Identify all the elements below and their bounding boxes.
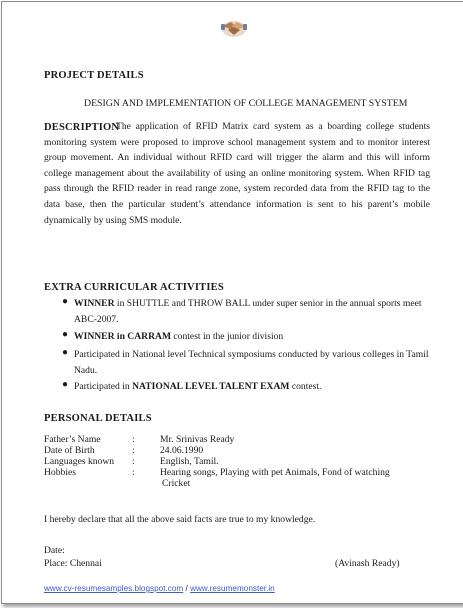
item-text: Participated in National level Technical symposiums conducted by various colleges in Tamil Nadu. [74, 349, 429, 376]
project-title: DESIGN AND IMPLEMENTATION OF COLLEGE MANAGEMENT SYSTEM [84, 98, 408, 109]
footer-link-cv-resumesamples[interactable]: www.cv-resumesamples.blogspot.com [44, 584, 184, 593]
detail-value-cont: Cricket [162, 478, 191, 489]
bullet-icon: ● [62, 296, 69, 307]
bullet-icon: ● [62, 347, 69, 358]
detail-label: Date of Birth [44, 445, 95, 456]
date-label: Date: [44, 545, 65, 556]
bullet-icon: ● [62, 329, 69, 340]
resume-page [1, 1, 463, 604]
description-heading: DESCRIPTION [44, 122, 120, 133]
item-bold-text: WINNER in CARRAM [74, 331, 172, 342]
project-details-heading: PROJECT DETAILS [44, 70, 144, 81]
footer-separator: / [183, 584, 191, 593]
personal-details-heading: PERSONAL DETAILS [44, 413, 152, 424]
handshake-logo-icon [220, 16, 248, 40]
place-label: Place: Chennai [44, 558, 102, 569]
item-bold-text: NATIONAL LEVEL TALENT EXAM [132, 381, 290, 392]
detail-separator: : [132, 456, 135, 467]
item-text: contest. [289, 381, 322, 392]
bullet-icon: ● [62, 379, 69, 390]
project-description: The application of RFID Matrix card system as a boarding college students monitoring system were proposed to improve school management system and to monitor interest group movement. An individual without RFID card will trigger the alarm and this will inform college management about the availability of using an online monitoring system. When RFID tag pass through the RFID reader in read range zone, system recorded data from the RFID tag to the data base, then the particular student’s attendance information is sent to his parent’s mobile dynamically by using SMS module. [44, 121, 430, 226]
detail-separator: : [132, 445, 135, 456]
item-text: in SHUTTLE and THROW BALL under super senior in the annual sports meet ABC-2007. [74, 298, 422, 325]
item-text: contest in the junior division [171, 331, 284, 342]
footer-links [44, 584, 275, 593]
detail-label: Languages known [44, 456, 115, 467]
detail-label: Father’s Name [44, 434, 101, 445]
detail-value: 24.06.1990 [160, 445, 204, 456]
detail-value: Mr. Srinivas Ready [160, 434, 235, 445]
detail-value: Hearing songs, Playing with pet Animals, Fond of watching [160, 467, 390, 478]
detail-separator: : [132, 467, 135, 478]
detail-value: English, Tamil. [160, 456, 219, 467]
declaration-text: I hereby declare that all the above said facts are true to my knowledge. [44, 514, 316, 525]
extra-curricular-heading: EXTRA CURRICULAR ACTIVITIES [44, 282, 224, 293]
footer-link-resumemonster[interactable]: www.resumemonster.in [190, 584, 275, 593]
item-text: Participated in [74, 381, 133, 392]
detail-separator: : [132, 434, 135, 445]
detail-label: Hobbies [44, 467, 76, 478]
signature-name: (Avinash Ready) [335, 558, 400, 569]
item-bold-text: WINNER [74, 298, 115, 309]
